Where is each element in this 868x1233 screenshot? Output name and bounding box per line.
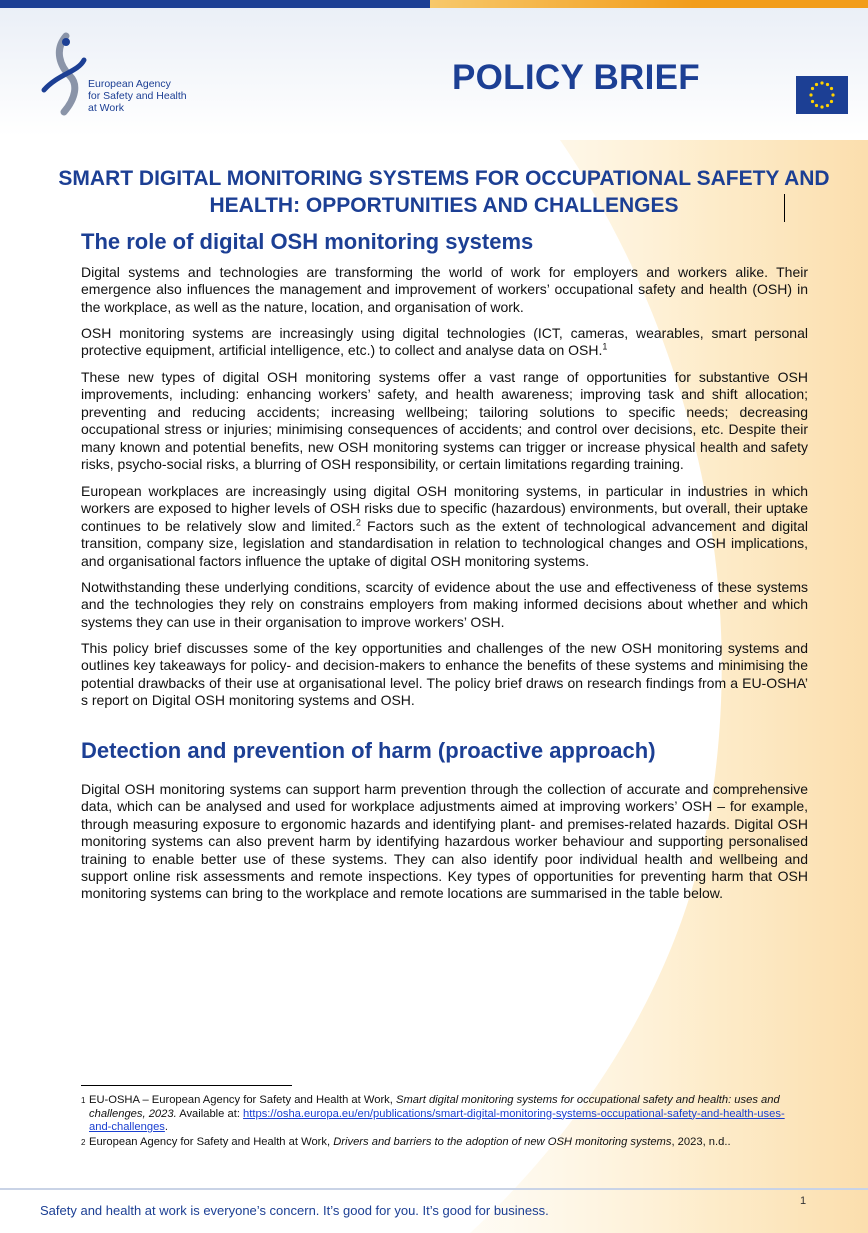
footer-divider <box>0 1188 868 1190</box>
footnote-text: , 2023, n.d.. <box>671 1136 731 1148</box>
paragraph-text: Factors such as the extent of technological advancement and digital transition, company size, legislation and standardisation in relation to technological changes and OSH implications, and organisational factors influence the uptake of digital OSH monitoring systems. <box>81 517 808 569</box>
footnote-ref-2[interactable]: 2 <box>355 517 361 528</box>
logo-line: European Agency <box>88 78 171 90</box>
logo-line: for Safety and Health <box>88 90 187 102</box>
header-stripe-orange <box>430 0 868 8</box>
document-title: SMART DIGITAL MONITORING SYSTEMS FOR OCCUPATIONAL SAFETY AND HEALTH: OPPORTUNITIES AND CHALLENGES <box>58 167 830 217</box>
paragraph: This policy brief discusses some of the key opportunities and challenges of the new OSH monitoring systems and outlines key takeaways for policy- and decision-makers to enhance the benefits of these systems and minimising the potential drawbacks of their use at organisational level. The policy brief draws on research findings from a EU-OSHA’ s report on Digital OSH monitoring systems and OSH. <box>81 640 808 709</box>
eu-osha-logo-text <box>88 78 187 114</box>
header-stripe-blue <box>0 0 460 8</box>
footnote-body <box>89 1136 806 1150</box>
paragraph: Digital systems and technologies are transforming the world of work for employers and workers alike. Their emergence also influences the management and improvement of workers’ occupational safety and health (OSH) in the workplace, as well as the nature, location, and organisation of work. <box>81 264 808 315</box>
paragraph: These new types of digital OSH monitoring systems offer a vast range of opportunities for substantive OSH improvements, including: enhancing workers’ safety, and health awareness; improving task and shift allocation; preventing and reducing accidents; increasing wellbeing; tailoring solutions to specific needs; decreasing occupational stress or injuries; minimising consequences of accidents; and control over decisions, etc. Despite their many known and potential benefits, new OSH monitoring systems can trigger or increase physical health and safety risks, psycho-social risks, a blurring of OSH responsibility, or certain limitations regarding training. <box>81 369 808 473</box>
footnote-ref-1[interactable]: 1 <box>602 341 608 352</box>
footnote-text: European Agency for Safety and Health at Work, <box>89 1136 334 1148</box>
footnote-text: . <box>164 1121 168 1134</box>
footnote-text: EU-OSHA – European Agency for Safety and Health at Work, <box>89 1094 396 1106</box>
paragraph <box>81 325 808 360</box>
footnote-number: 1 <box>81 1096 86 1105</box>
paragraph-text: European workplaces are increasingly using digital OSH monitoring systems, in particular in industries in which workers are exposed to higher levels of OSH risks due to specific (hazardous) environments, but overall, their uptake continues to be relatively slow and limited. <box>81 483 808 534</box>
section-heading-detection: Detection and prevention of harm (proactive approach) <box>81 738 656 763</box>
paragraph: Notwithstanding these underlying conditions, scarcity of evidence about the use and effectiveness of these systems and the technologies they rely on constrains employers from making informed decisions about whether and which systems they can use in their organisation to improve workers’ OSH. <box>81 579 808 630</box>
logo-line: at Work <box>88 102 124 114</box>
text-cursor <box>784 194 785 222</box>
eu-flag-icon <box>796 76 848 114</box>
footnote-title: Drivers and barriers to the adoption of new OSH monitoring systems <box>333 1136 672 1148</box>
footnote-title: Smart digital monitoring systems for occupational safety and health: uses and challenges, 2023. <box>89 1094 780 1120</box>
paragraph: Digital OSH monitoring systems can support harm prevention through the collection of accurate and comprehensive data, which can be analysed and used for workplace adjustments aimed at improving workers’ OSH – for example, through measuring exposure to ergonomic hazards and identifying plant- and premises-related hazards. Digital OSH monitoring systems can also prevent harm by identifying hazardous worker behaviour and supporting personalised training to enable better use of these systems. They can also identify poor individual health and wellbeing and support online risk assessments and remote inspections. Key types of opportunities for preventing harm that OSH monitoring systems can bring to the workplace and remote locations are summarised in the table below. <box>81 781 808 902</box>
page-number: 1 <box>800 1195 807 1207</box>
footnote-text: Available at: <box>176 1107 244 1120</box>
footnote-body <box>89 1094 806 1135</box>
paragraph-text: OSH monitoring systems are increasingly using digital technologies (ICT, cameras, wearables, smart personal protective equipment, artificial intelligence, etc.) to collect and analyse data on OSH. <box>81 325 808 359</box>
section-heading-role: The role of digital OSH monitoring systems <box>81 229 534 254</box>
footnote-divider <box>81 1085 292 1086</box>
footnote-link[interactable]: https://osha.europa.eu/en/publications/smart-digital-monitoring-systems-occupational-safety-and-health-uses-and-challenges <box>89 1107 785 1134</box>
policy-brief-badge: POLICY BRIEF <box>452 58 700 97</box>
footnote-2 <box>81 1136 808 1150</box>
paragraph <box>81 483 808 570</box>
footnote-number: 2 <box>81 1138 86 1147</box>
footer-tagline: Safety and health at work is everyone’s concern. It’s good for you. It’s good for business. <box>40 1203 549 1218</box>
footnote-1 <box>81 1094 808 1135</box>
